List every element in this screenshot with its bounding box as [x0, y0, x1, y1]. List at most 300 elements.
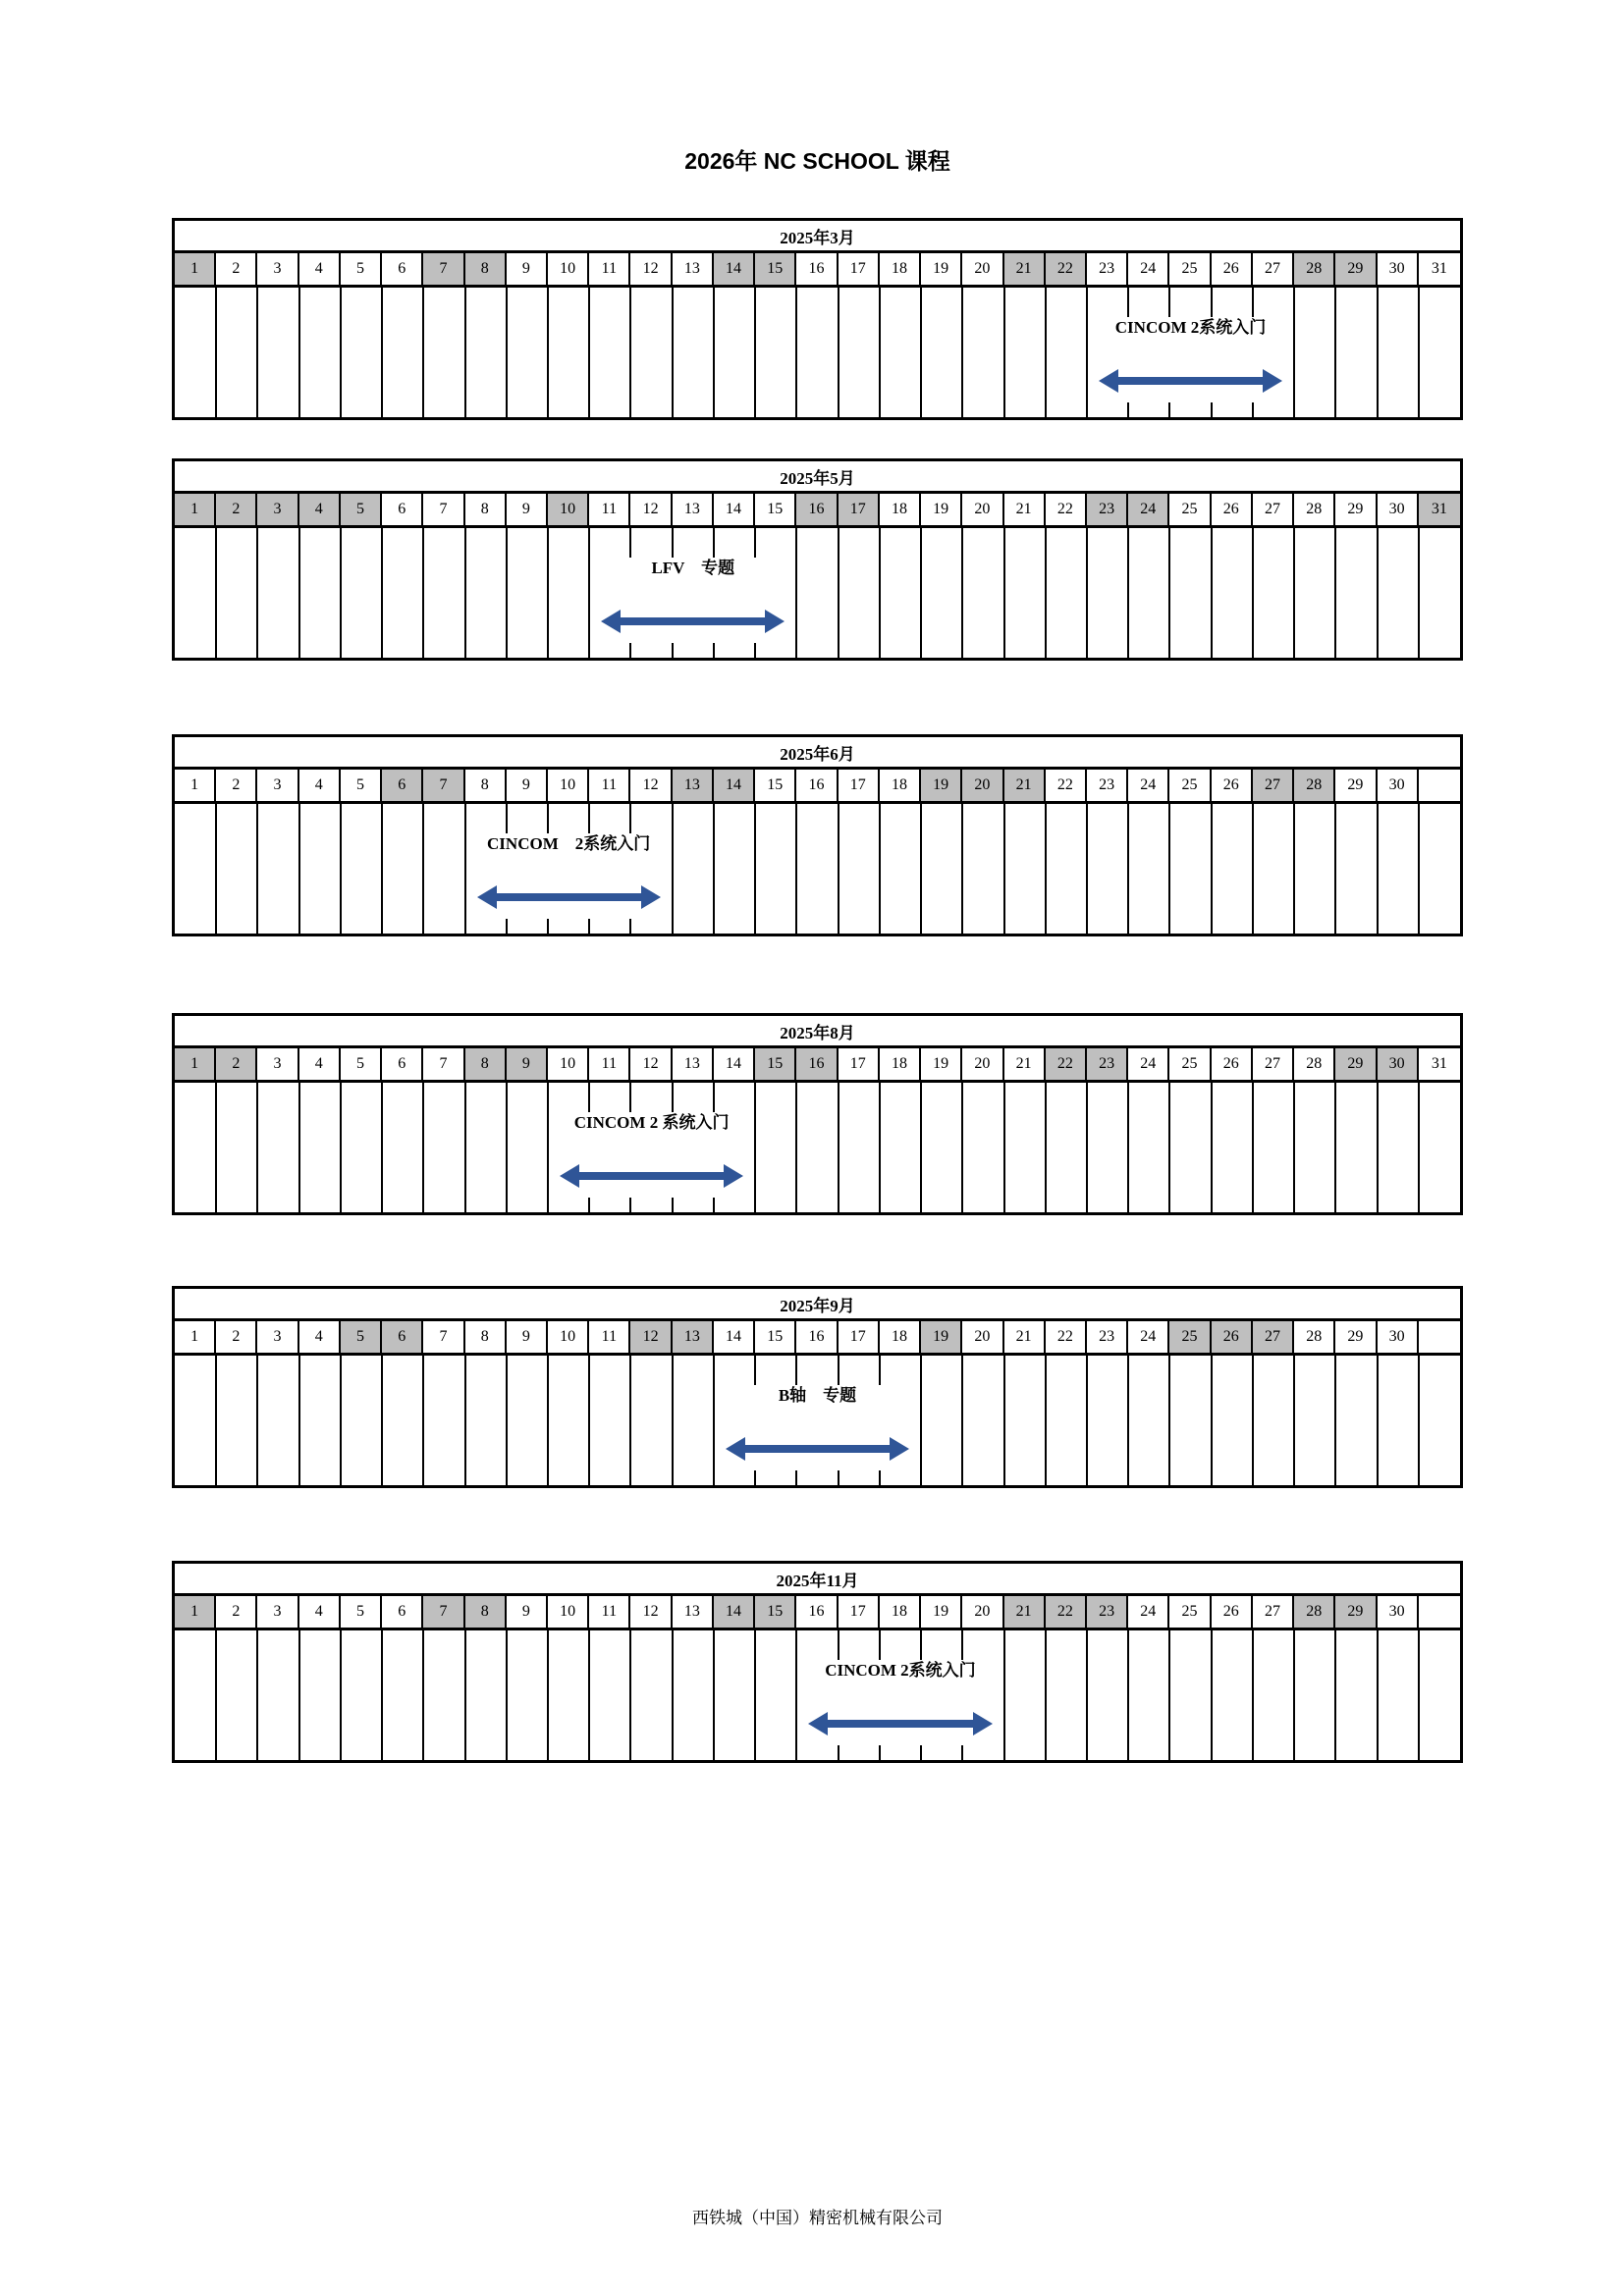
- arrow-bar: [621, 617, 765, 625]
- column-line: [672, 804, 674, 934]
- column-line: [298, 288, 300, 417]
- day-cell-6: 6: [382, 494, 423, 525]
- column-line: [879, 1083, 881, 1212]
- column-line: [422, 1083, 424, 1212]
- column-line: [340, 1356, 342, 1485]
- column-line: [381, 804, 383, 934]
- column-line: [381, 288, 383, 417]
- day-cell-4: 4: [299, 770, 341, 801]
- arrow-bar: [828, 1720, 972, 1728]
- day-cell-30: 30: [1378, 1321, 1419, 1353]
- day-cell-12: 12: [630, 494, 672, 525]
- day-cell-2: 2: [216, 253, 257, 285]
- column-line: [1377, 1630, 1379, 1760]
- column-line: [1168, 1083, 1170, 1212]
- column-line: [672, 1356, 674, 1485]
- column-line: [1211, 1083, 1213, 1212]
- column-line: [1003, 1630, 1005, 1760]
- day-cell-2: 2: [216, 1596, 257, 1628]
- day-cell-2: 2: [216, 494, 257, 525]
- arrow-bar: [1118, 377, 1263, 385]
- column-line: [754, 1630, 756, 1760]
- course-span-tick: [838, 1470, 839, 1485]
- column-line: [215, 804, 217, 934]
- day-cell-18: 18: [880, 1596, 921, 1628]
- course-duration-arrow: [560, 1163, 743, 1189]
- column-line: [713, 1630, 715, 1760]
- day-cell-9: 9: [507, 1596, 548, 1628]
- column-line: [1127, 1083, 1129, 1212]
- course-label: B轴 专题: [778, 1386, 857, 1405]
- column-line: [215, 528, 217, 658]
- day-cell-8: 8: [465, 1321, 507, 1353]
- column-line: [298, 528, 300, 658]
- column-line: [422, 528, 424, 658]
- column-line: [795, 528, 797, 658]
- day-cell-14: 14: [714, 1596, 755, 1628]
- column-line: [588, 1630, 590, 1760]
- day-cell-28: 28: [1294, 494, 1335, 525]
- arrow-bar: [497, 893, 641, 901]
- column-line: [1377, 288, 1379, 417]
- day-cell-3: 3: [257, 494, 298, 525]
- day-cell-7: 7: [423, 253, 464, 285]
- course-span-tick: [629, 919, 631, 934]
- day-cell-5: 5: [341, 494, 382, 525]
- day-cell-25: 25: [1169, 1596, 1211, 1628]
- day-cell-4: 4: [299, 1596, 341, 1628]
- day-cell-27: 27: [1253, 770, 1294, 801]
- column-line: [340, 528, 342, 658]
- column-line: [838, 804, 839, 934]
- day-cell-27: 27: [1253, 1596, 1294, 1628]
- day-cell-10: 10: [548, 494, 589, 525]
- day-cell-16: 16: [796, 1321, 838, 1353]
- day-number-row: [175, 494, 1460, 528]
- column-line: [256, 1083, 258, 1212]
- day-cell-26: 26: [1212, 494, 1253, 525]
- day-cell-7: 7: [423, 770, 464, 801]
- column-line: [795, 804, 797, 934]
- company-footer: 西铁城（中国）精密机械有限公司: [692, 2209, 943, 2227]
- day-cell-1: 1: [175, 253, 216, 285]
- column-line: [1252, 1356, 1254, 1485]
- day-number-row: [175, 770, 1460, 804]
- column-line: [298, 804, 300, 934]
- day-cell-1: 1: [175, 1321, 216, 1353]
- day-cell-5: 5: [341, 1321, 382, 1353]
- column-line: [547, 288, 549, 417]
- column-line: [961, 804, 963, 934]
- month-strip-1: [172, 218, 1463, 420]
- month-title: 2025年3月: [175, 221, 1460, 253]
- arrow-head-right-icon: [890, 1437, 909, 1461]
- day-cell-1: 1: [175, 1596, 216, 1628]
- day-cell-24: 24: [1128, 1321, 1169, 1353]
- column-line: [1377, 1083, 1379, 1212]
- column-line: [1334, 288, 1336, 417]
- day-number-row: [175, 253, 1460, 288]
- column-line: [506, 528, 508, 658]
- day-cell-24: 24: [1128, 770, 1169, 801]
- column-line: [1293, 804, 1295, 934]
- day-cell-10: 10: [548, 1596, 589, 1628]
- day-cell-20: 20: [962, 253, 1003, 285]
- day-cell-15: 15: [755, 770, 796, 801]
- column-line: [920, 528, 922, 658]
- day-cell-12: 12: [630, 1321, 672, 1353]
- day-cell-4: 4: [299, 1048, 341, 1080]
- column-line: [1045, 1356, 1047, 1485]
- day-cell-11: 11: [589, 494, 630, 525]
- month-strip-4: [172, 1013, 1463, 1215]
- column-line: [1252, 1630, 1254, 1760]
- course-span-tick: [1252, 402, 1254, 417]
- column-line: [1334, 1083, 1336, 1212]
- column-line: [795, 1630, 797, 1760]
- day-cell-11: 11: [589, 1321, 630, 1353]
- column-line: [1211, 528, 1213, 658]
- column-line: [1045, 804, 1047, 934]
- arrow-head-left-icon: [601, 610, 621, 633]
- day-cell-5: 5: [341, 1596, 382, 1628]
- column-line: [422, 804, 424, 934]
- column-line: [381, 1630, 383, 1760]
- day-cell-8: 8: [465, 1048, 507, 1080]
- column-line: [795, 288, 797, 417]
- day-cell-7: 7: [423, 1596, 464, 1628]
- day-cell-21: 21: [1004, 1048, 1046, 1080]
- column-line: [506, 288, 508, 417]
- day-cell-6: 6: [382, 770, 423, 801]
- day-cell-3: 3: [257, 770, 298, 801]
- day-cell-27: 27: [1253, 1048, 1294, 1080]
- column-line: [1045, 528, 1047, 658]
- day-cell-15: 15: [755, 494, 796, 525]
- day-cell-19: 19: [921, 253, 962, 285]
- day-cell-26: 26: [1212, 1048, 1253, 1080]
- month-title: 2025年9月: [175, 1289, 1460, 1321]
- column-line: [1334, 528, 1336, 658]
- arrow-bar: [745, 1445, 890, 1453]
- arrow-head-right-icon: [641, 885, 661, 909]
- day-cell-25: 25: [1169, 1321, 1211, 1353]
- day-cell-15: 15: [755, 253, 796, 285]
- day-cell-21: 21: [1004, 494, 1046, 525]
- day-cell-14: 14: [714, 494, 755, 525]
- month-title: 2025年11月: [175, 1564, 1460, 1596]
- column-line: [1334, 1356, 1336, 1485]
- day-cell-16: 16: [796, 1048, 838, 1080]
- course-span-tick: [506, 919, 508, 934]
- column-line: [1293, 528, 1295, 658]
- day-cell-28: 28: [1294, 253, 1335, 285]
- column-line: [879, 288, 881, 417]
- day-cell-28: 28: [1294, 1596, 1335, 1628]
- day-cell-24: 24: [1128, 1048, 1169, 1080]
- course-label: CINCOM 2系统入门: [1114, 318, 1267, 337]
- column-line: [547, 528, 549, 658]
- column-line: [464, 804, 466, 934]
- day-cell-16: 16: [796, 253, 838, 285]
- day-cell-13: 13: [673, 1596, 714, 1628]
- day-cell-6: 6: [382, 253, 423, 285]
- day-cell-18: 18: [880, 1048, 921, 1080]
- column-line: [506, 1630, 508, 1760]
- column-line: [713, 804, 715, 934]
- column-line: [1377, 528, 1379, 658]
- column-line: [1334, 804, 1336, 934]
- column-line: [1003, 528, 1005, 658]
- day-cell-1: 1: [175, 1048, 216, 1080]
- column-line: [256, 1630, 258, 1760]
- day-cell-12: 12: [630, 1596, 672, 1628]
- column-line: [879, 528, 881, 658]
- course-span-tick: [1168, 402, 1170, 417]
- day-cell-31: 31: [1431, 1055, 1447, 1072]
- day-cell-3: 3: [257, 1048, 298, 1080]
- day-number-row: [175, 1048, 1460, 1083]
- day-cell-26: 26: [1212, 770, 1253, 801]
- day-cell-3: 3: [257, 1596, 298, 1628]
- column-line: [1418, 804, 1420, 934]
- day-cell-20: 20: [962, 1596, 1003, 1628]
- day-cell-21: 21: [1004, 770, 1046, 801]
- day-cell-11: 11: [589, 253, 630, 285]
- course-span-tick: [920, 1745, 922, 1760]
- day-cell-22: 22: [1046, 770, 1087, 801]
- month-body: [175, 1630, 1460, 1760]
- column-line: [1127, 804, 1129, 934]
- day-cell-9: 9: [507, 494, 548, 525]
- day-cell-30: 30: [1378, 253, 1419, 285]
- column-line: [298, 1083, 300, 1212]
- arrow-head-left-icon: [808, 1712, 828, 1735]
- column-line: [1003, 1356, 1005, 1485]
- course-span-tick: [961, 1745, 963, 1760]
- course-span-tick: [588, 919, 590, 934]
- column-line: [672, 288, 674, 417]
- course-span-tick: [879, 1745, 881, 1760]
- course-span-tick: [795, 1470, 797, 1485]
- column-line: [256, 804, 258, 934]
- day-cell-2: 2: [216, 1321, 257, 1353]
- column-line: [340, 1630, 342, 1760]
- day-cell-22: 22: [1046, 1596, 1087, 1628]
- day-cell-11: 11: [589, 1596, 630, 1628]
- day-cell-23: 23: [1087, 253, 1128, 285]
- day-cell-5: 5: [341, 770, 382, 801]
- day-cell-30: 30: [1378, 1048, 1419, 1080]
- column-line: [920, 1356, 922, 1485]
- column-line: [1045, 1083, 1047, 1212]
- column-line: [256, 1356, 258, 1485]
- column-line: [1086, 1083, 1088, 1212]
- day-cell-23: 23: [1087, 1321, 1128, 1353]
- column-line: [1211, 1356, 1213, 1485]
- arrow-head-left-icon: [1099, 369, 1118, 393]
- day-cell-9: 9: [507, 1048, 548, 1080]
- column-line: [1418, 288, 1420, 417]
- day-cell-19: 19: [921, 1321, 962, 1353]
- day-cell-24: 24: [1128, 494, 1169, 525]
- column-line: [961, 288, 963, 417]
- column-line: [422, 288, 424, 417]
- day-cell-25: 25: [1169, 1048, 1211, 1080]
- day-cell-18: 18: [880, 494, 921, 525]
- day-cell-8: 8: [465, 494, 507, 525]
- day-cell-8: 8: [465, 770, 507, 801]
- day-cell-15: 15: [755, 1596, 796, 1628]
- column-line: [1293, 1630, 1295, 1760]
- arrow-head-left-icon: [477, 885, 497, 909]
- course-span-tick: [629, 1198, 631, 1212]
- course-label: CINCOM 2系统入门: [487, 834, 651, 853]
- column-line: [713, 1356, 715, 1485]
- day-cell-23: 23: [1087, 1048, 1128, 1080]
- day-cell-10: 10: [548, 1048, 589, 1080]
- column-line: [754, 288, 756, 417]
- course-label: LFV 专题: [651, 559, 735, 577]
- day-cell-15: 15: [755, 1048, 796, 1080]
- day-cell-17: 17: [839, 1048, 880, 1080]
- day-cell-4: 4: [299, 1321, 341, 1353]
- day-cell-9: 9: [507, 1321, 548, 1353]
- day-cell-16: 16: [796, 770, 838, 801]
- column-line: [215, 1630, 217, 1760]
- day-cell-24: 24: [1128, 1596, 1169, 1628]
- day-cell-18: 18: [880, 253, 921, 285]
- day-cell-16: 16: [796, 1596, 838, 1628]
- day-cell-29: 29: [1335, 1596, 1377, 1628]
- day-cell-14: 14: [714, 1321, 755, 1353]
- arrow-head-left-icon: [560, 1164, 579, 1188]
- column-line: [1168, 1356, 1170, 1485]
- day-cell-15: 15: [755, 1321, 796, 1353]
- day-cell-14: 14: [714, 1048, 755, 1080]
- column-line: [920, 804, 922, 934]
- column-line: [795, 1083, 797, 1212]
- course-span-tick: [547, 919, 549, 934]
- month-title: 2025年5月: [175, 461, 1460, 494]
- day-cell-28: 28: [1294, 1048, 1335, 1080]
- month-title: 2025年6月: [175, 737, 1460, 770]
- column-line: [1418, 528, 1420, 658]
- column-line: [506, 1356, 508, 1485]
- month-strip-6: [172, 1561, 1463, 1763]
- column-line: [340, 288, 342, 417]
- day-cell-4: 4: [299, 253, 341, 285]
- column-line: [1293, 288, 1295, 417]
- column-line: [381, 528, 383, 658]
- day-cell-27: 27: [1253, 494, 1294, 525]
- column-line: [1211, 1630, 1213, 1760]
- day-cell-17: 17: [839, 1321, 880, 1353]
- day-cell-10: 10: [548, 253, 589, 285]
- day-cell-27: 27: [1253, 253, 1294, 285]
- column-line: [547, 1083, 549, 1212]
- day-cell-20: 20: [962, 1048, 1003, 1080]
- day-cell-2: 2: [216, 770, 257, 801]
- day-cell-1: 1: [175, 494, 216, 525]
- day-cell-6: 6: [382, 1596, 423, 1628]
- day-cell-blank: [1419, 1596, 1460, 1628]
- day-cell-20: 20: [962, 770, 1003, 801]
- day-cell-10: 10: [548, 1321, 589, 1353]
- course-span-tick: [1211, 402, 1213, 417]
- column-line: [838, 288, 839, 417]
- column-line: [381, 1083, 383, 1212]
- day-cell-8: 8: [465, 253, 507, 285]
- column-line: [1377, 804, 1379, 934]
- day-cell-11: 11: [589, 770, 630, 801]
- day-cell-30: 30: [1378, 494, 1419, 525]
- day-cell-17: 17: [839, 1596, 880, 1628]
- day-cell-22: 22: [1046, 494, 1087, 525]
- column-line: [381, 1356, 383, 1485]
- column-line: [464, 1630, 466, 1760]
- column-line: [1168, 804, 1170, 934]
- column-line: [961, 528, 963, 658]
- day-cell-9: 9: [507, 770, 548, 801]
- day-cell-29: 29: [1335, 253, 1377, 285]
- column-line: [215, 288, 217, 417]
- column-line: [547, 1630, 549, 1760]
- day-cell-13: 13: [673, 253, 714, 285]
- day-cell-13: 13: [673, 1321, 714, 1353]
- day-cell-17: 17: [839, 253, 880, 285]
- column-line: [1086, 528, 1088, 658]
- month-strip-2: [172, 458, 1463, 661]
- day-cell-6: 6: [382, 1048, 423, 1080]
- day-cell-5: 5: [341, 1048, 382, 1080]
- column-line: [1293, 1083, 1295, 1212]
- day-cell-blank: [1419, 1321, 1460, 1353]
- day-cell-28: 28: [1294, 1321, 1335, 1353]
- column-line: [672, 1630, 674, 1760]
- column-line: [340, 1083, 342, 1212]
- day-cell-19: 19: [921, 770, 962, 801]
- month-body: [175, 804, 1460, 934]
- column-line: [1003, 288, 1005, 417]
- column-line: [1086, 804, 1088, 934]
- day-cell-13: 13: [673, 1048, 714, 1080]
- column-line: [464, 528, 466, 658]
- course-duration-arrow: [477, 884, 661, 910]
- day-cell-11: 11: [589, 1048, 630, 1080]
- column-line: [1086, 1630, 1088, 1760]
- course-span-tick: [1127, 402, 1129, 417]
- day-cell-3: 3: [257, 253, 298, 285]
- month-body: [175, 528, 1460, 658]
- arrow-head-left-icon: [726, 1437, 745, 1461]
- arrow-bar: [579, 1172, 724, 1180]
- column-line: [754, 1083, 756, 1212]
- day-cell-29: 29: [1335, 1048, 1377, 1080]
- column-line: [506, 1083, 508, 1212]
- month-body: [175, 288, 1460, 417]
- day-cell-14: 14: [714, 770, 755, 801]
- day-cell-23: 23: [1087, 770, 1128, 801]
- column-line: [422, 1356, 424, 1485]
- course-span-tick: [754, 1470, 756, 1485]
- day-cell-25: 25: [1169, 494, 1211, 525]
- column-line: [422, 1630, 424, 1760]
- day-cell-20: 20: [962, 1321, 1003, 1353]
- day-cell-26: 26: [1212, 253, 1253, 285]
- day-cell-7: 7: [423, 494, 464, 525]
- course-span-tick: [713, 1198, 715, 1212]
